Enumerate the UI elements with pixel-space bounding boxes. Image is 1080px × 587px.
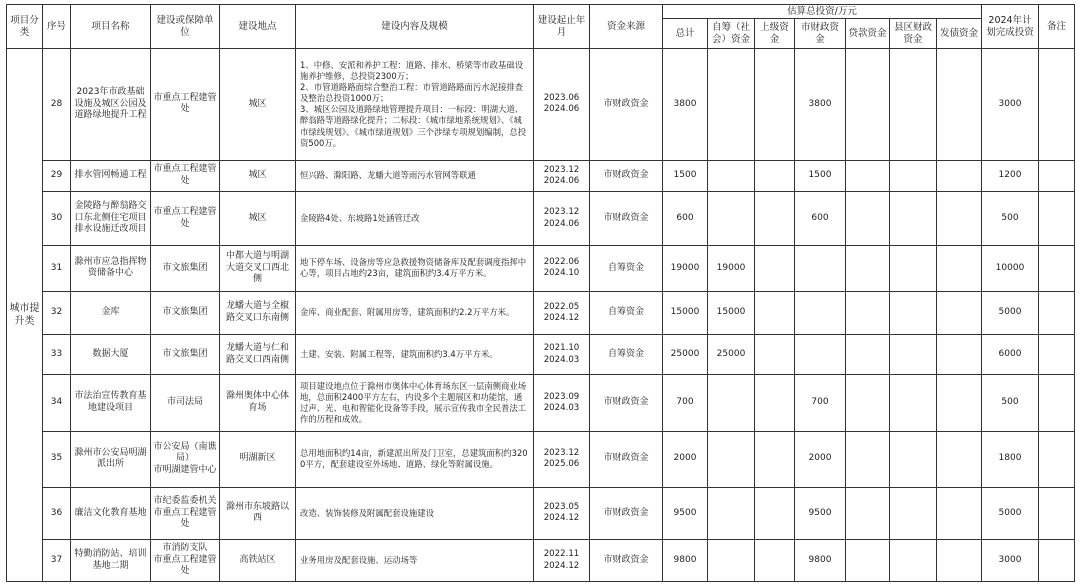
cell-seq: 33	[43, 335, 71, 375]
cell-name: 金陵路与醉翁路交口东北侧住宅项目排水设施迁改项目	[71, 192, 151, 246]
cell-unit: 市重点工程建管处	[151, 192, 220, 246]
cell-period: 2023.05 2024.12	[534, 487, 590, 540]
cell-content: 金陵路4处、东坡路1处涵管迁改	[296, 192, 534, 246]
cell-location: 龙蟠大道与全椒路交叉口东南侧	[220, 291, 296, 335]
cell-plan-2024: 10000	[982, 245, 1039, 291]
cell-total: 25000	[663, 335, 708, 375]
cell-loan	[846, 540, 890, 582]
cell-loan	[846, 245, 890, 291]
cell-plan-2024: 500	[982, 192, 1039, 246]
cell-total: 700	[663, 374, 708, 431]
cell-seq: 32	[43, 291, 71, 335]
cell-county	[890, 540, 937, 582]
cell-location: 城区	[220, 160, 296, 191]
cell-self-raised: 19000	[708, 245, 755, 291]
cell-loan	[846, 160, 890, 191]
cell-self-raised	[708, 192, 755, 246]
cell-upper	[755, 192, 795, 246]
col-remarks: 备注	[1039, 5, 1075, 49]
cell-remarks	[1039, 291, 1075, 335]
cell-remarks	[1039, 487, 1075, 540]
cell-unit: 市司法局	[151, 374, 220, 431]
col-category: 项目分类	[7, 5, 43, 49]
cell-unit: 市纪委监委机关 市重点工程建管处	[151, 487, 220, 540]
table-row	[7, 431, 1075, 487]
cell-total: 2000	[663, 431, 708, 487]
cell-municipal	[795, 291, 846, 335]
cell-plan-2024: 500	[982, 374, 1039, 431]
cell-upper	[755, 245, 795, 291]
table-row	[7, 374, 1075, 431]
cell-unit: 市重点工程建管处	[151, 160, 220, 191]
cell-plan-2024: 1800	[982, 431, 1039, 487]
cell-unit: 市消防支队 市重点工程建管处	[151, 540, 220, 582]
cell-fund-source: 自筹资金	[590, 335, 663, 375]
cell-unit: 市文旅集团	[151, 291, 220, 335]
cell-name: 2023年市政基础设施及城区公园及道路绿地提升工程	[71, 49, 151, 161]
cell-name: 滁州市应急指挥物资储备中心	[71, 245, 151, 291]
cell-location: 城区	[220, 192, 296, 246]
cell-loan	[846, 192, 890, 246]
cell-period: 2022.06 2024.10	[534, 245, 590, 291]
cell-self-raised	[708, 374, 755, 431]
cell-remarks	[1039, 335, 1075, 375]
cell-total: 15000	[663, 291, 708, 335]
cell-fund-source: 市财政资金	[590, 431, 663, 487]
cell-county	[890, 431, 937, 487]
cell-municipal: 1500	[795, 160, 846, 191]
cell-municipal: 9800	[795, 540, 846, 582]
cell-content: 金库、商业配套、附属用房等，建筑面积约2.2万平方米。	[296, 291, 534, 335]
col-bond: 发债资金	[937, 19, 982, 49]
cell-municipal	[795, 335, 846, 375]
cell-fund-source: 自筹资金	[590, 291, 663, 335]
cell-plan-2024: 3000	[982, 49, 1039, 161]
cell-bond	[937, 374, 982, 431]
col-county: 县区财政资金	[890, 19, 937, 49]
cell-plan-2024: 3000	[982, 540, 1039, 582]
cell-location: 滁州市东坡路以西	[220, 487, 296, 540]
cell-self-raised	[708, 431, 755, 487]
cell-remarks	[1039, 49, 1075, 161]
cell-name: 排水管网畅通工程	[71, 160, 151, 191]
cell-period: 2023.12 2024.06	[534, 160, 590, 191]
cell-period: 2022.05 2024.12	[534, 291, 590, 335]
cell-location: 明湖新区	[220, 431, 296, 487]
cell-municipal: 3800	[795, 49, 846, 161]
cell-bond	[937, 487, 982, 540]
cell-upper	[755, 335, 795, 375]
table-row	[7, 192, 1075, 246]
cell-loan	[846, 49, 890, 161]
cell-seq: 35	[43, 431, 71, 487]
col-period: 建设起止年月	[534, 5, 590, 49]
cell-self-raised: 15000	[708, 291, 755, 335]
table-row	[7, 487, 1075, 540]
cell-period: 2023.12 2025.06	[534, 431, 590, 487]
cell-bond	[937, 431, 982, 487]
table-row	[7, 49, 1075, 161]
cell-county	[890, 374, 937, 431]
cell-loan	[846, 291, 890, 335]
cell-location: 高铁站区	[220, 540, 296, 582]
cell-remarks	[1039, 374, 1075, 431]
table-row	[7, 245, 1075, 291]
cell-municipal	[795, 245, 846, 291]
category-cell: 城市提升类	[7, 49, 43, 582]
cell-upper	[755, 487, 795, 540]
cell-period: 2023.06 2024.06	[534, 49, 590, 161]
cell-seq: 37	[43, 540, 71, 582]
cell-period: 2021.10 2024.03	[534, 335, 590, 375]
col-municipal: 市财政资金	[795, 19, 846, 49]
cell-total: 600	[663, 192, 708, 246]
cell-name: 数据大厦	[71, 335, 151, 375]
cell-location: 龙蟠大道与仁和路交叉口西南侧	[220, 335, 296, 375]
cell-county	[890, 160, 937, 191]
cell-fund-source: 市财政资金	[590, 487, 663, 540]
cell-upper	[755, 291, 795, 335]
cell-upper	[755, 540, 795, 582]
cell-loan	[846, 487, 890, 540]
cell-plan-2024: 6000	[982, 335, 1039, 375]
cell-content: 改造、装饰装修及附属配套设施建设	[296, 487, 534, 540]
cell-location: 滁州奥体中心体育场	[220, 374, 296, 431]
col-total: 总计	[663, 19, 708, 49]
cell-total: 9500	[663, 487, 708, 540]
cell-content: 业务用房及配套设施、运动场等	[296, 540, 534, 582]
col-loan: 贷款资金	[846, 19, 890, 49]
cell-upper	[755, 431, 795, 487]
cell-municipal: 9500	[795, 487, 846, 540]
investment-table	[6, 4, 1075, 582]
cell-county	[890, 487, 937, 540]
cell-self-raised	[708, 49, 755, 161]
cell-period: 2023.12 2024.06	[534, 192, 590, 246]
cell-seq: 31	[43, 245, 71, 291]
cell-seq: 30	[43, 192, 71, 246]
table-row	[7, 160, 1075, 191]
col-name: 项目名称	[71, 5, 151, 49]
cell-bond	[937, 192, 982, 246]
cell-municipal: 600	[795, 192, 846, 246]
cell-name: 廉洁文化教育基地	[71, 487, 151, 540]
cell-bond	[937, 245, 982, 291]
cell-municipal: 2000	[795, 431, 846, 487]
cell-county	[890, 245, 937, 291]
cell-upper	[755, 374, 795, 431]
cell-period: 2022.11 2024.12	[534, 540, 590, 582]
cell-name: 市法治宣传教育基地建设项目	[71, 374, 151, 431]
table-row	[7, 335, 1075, 375]
cell-remarks	[1039, 192, 1075, 246]
cell-fund-source: 市财政资金	[590, 374, 663, 431]
cell-upper	[755, 49, 795, 161]
cell-county	[890, 192, 937, 246]
cell-seq: 29	[43, 160, 71, 191]
col-self-raised: 自筹（社会）资金	[708, 19, 755, 49]
cell-seq: 28	[43, 49, 71, 161]
cell-self-raised: 25000	[708, 335, 755, 375]
col-fund-source: 资金来源	[590, 5, 663, 49]
table-row	[7, 540, 1075, 582]
cell-location: 城区	[220, 49, 296, 161]
cell-bond	[937, 291, 982, 335]
cell-remarks	[1039, 160, 1075, 191]
cell-fund-source: 市财政资金	[590, 160, 663, 191]
cell-remarks	[1039, 245, 1075, 291]
cell-content: 土建、安装、附属工程等，建筑面积约3.4万平方米。	[296, 335, 534, 375]
cell-bond	[937, 335, 982, 375]
cell-total: 3800	[663, 49, 708, 161]
col-upper: 上级资金	[755, 19, 795, 49]
cell-total: 1500	[663, 160, 708, 191]
cell-municipal: 700	[795, 374, 846, 431]
table-row	[7, 291, 1075, 335]
col-content: 建设内容及规模	[296, 5, 534, 49]
cell-name: 滁州市公安局明湖派出所	[71, 431, 151, 487]
cell-self-raised	[708, 487, 755, 540]
cell-unit: 市重点工程建管处	[151, 49, 220, 161]
cell-fund-source: 市财政资金	[590, 49, 663, 161]
cell-loan	[846, 431, 890, 487]
cell-self-raised	[708, 160, 755, 191]
cell-county	[890, 49, 937, 161]
cell-fund-source: 自筹资金	[590, 245, 663, 291]
cell-bond	[937, 540, 982, 582]
cell-unit: 市文旅集团	[151, 245, 220, 291]
cell-name: 特勤消防站、培训基地二期	[71, 540, 151, 582]
cell-content: 地下停车场、设备房等应急救援物资储备库及配套调度指挥中心等，项目占地约23亩，建筑面积约3.4万平方米。	[296, 245, 534, 291]
cell-seq: 34	[43, 374, 71, 431]
col-location: 建设地点	[220, 5, 296, 49]
cell-loan	[846, 374, 890, 431]
cell-self-raised	[708, 540, 755, 582]
cell-remarks	[1039, 540, 1075, 582]
col-seq: 序号	[43, 5, 71, 49]
cell-plan-2024: 5000	[982, 487, 1039, 540]
cell-content: 恒兴路、滁阳路、龙蟠大道等雨污水管网等联通	[296, 160, 534, 191]
cell-bond	[937, 160, 982, 191]
cell-unit: 市文旅集团	[151, 335, 220, 375]
cell-unit: 市公安局（南谯局） 市明湖建管中心	[151, 431, 220, 487]
cell-fund-source: 市财政资金	[590, 192, 663, 246]
cell-seq: 36	[43, 487, 71, 540]
cell-upper	[755, 160, 795, 191]
cell-location: 中都大道与明湖大道交叉口西北侧	[220, 245, 296, 291]
cell-total: 19000	[663, 245, 708, 291]
col-investment-group: 估算总投资/万元	[663, 5, 982, 19]
cell-plan-2024: 1200	[982, 160, 1039, 191]
cell-county	[890, 335, 937, 375]
cell-content: 项目建设地点位于滁州市奥体中心体育场东区一层南侧商业场地，总面积2400平方左右，内设多个主题展区和功能馆，通过声、光、电和智能化设备等手段，展示宣传我市全民普法工作的历程和成效。	[296, 374, 534, 431]
cell-name: 金库	[71, 291, 151, 335]
cell-period: 2023.09 2024.03	[534, 374, 590, 431]
cell-loan	[846, 335, 890, 375]
cell-total: 9800	[663, 540, 708, 582]
cell-fund-source: 市财政资金	[590, 540, 663, 582]
cell-plan-2024: 5000	[982, 291, 1039, 335]
cell-bond	[937, 49, 982, 161]
cell-content: 1、中修、安派和养护工程：道路、排水、桥梁等市政基础设施养护维修，总投资2300万； 2、市管道路路面综合整治工程：市管道路路面污水泥接排查及整治总投资1000万； 3、城区公园及道路绿地管理提升项目：一标段：明湖大道、醉翁路等道路绿化提升；二标段：《城市绿地系统规划》、《城市绿线规划》、《城市绿道规划》三个涉绿专项规划编制，总投资500万。	[296, 49, 534, 161]
cell-remarks	[1039, 431, 1075, 487]
cell-content: 总用地面积约14亩，新建派出所及门卫室，总建筑面积约3200平方，配套建设室外场地、道路、绿化等附属设施。	[296, 431, 534, 487]
col-plan-2024: 2024年计划完成投资	[982, 5, 1039, 49]
cell-county	[890, 291, 937, 335]
col-unit: 建设或保障单位	[151, 5, 220, 49]
